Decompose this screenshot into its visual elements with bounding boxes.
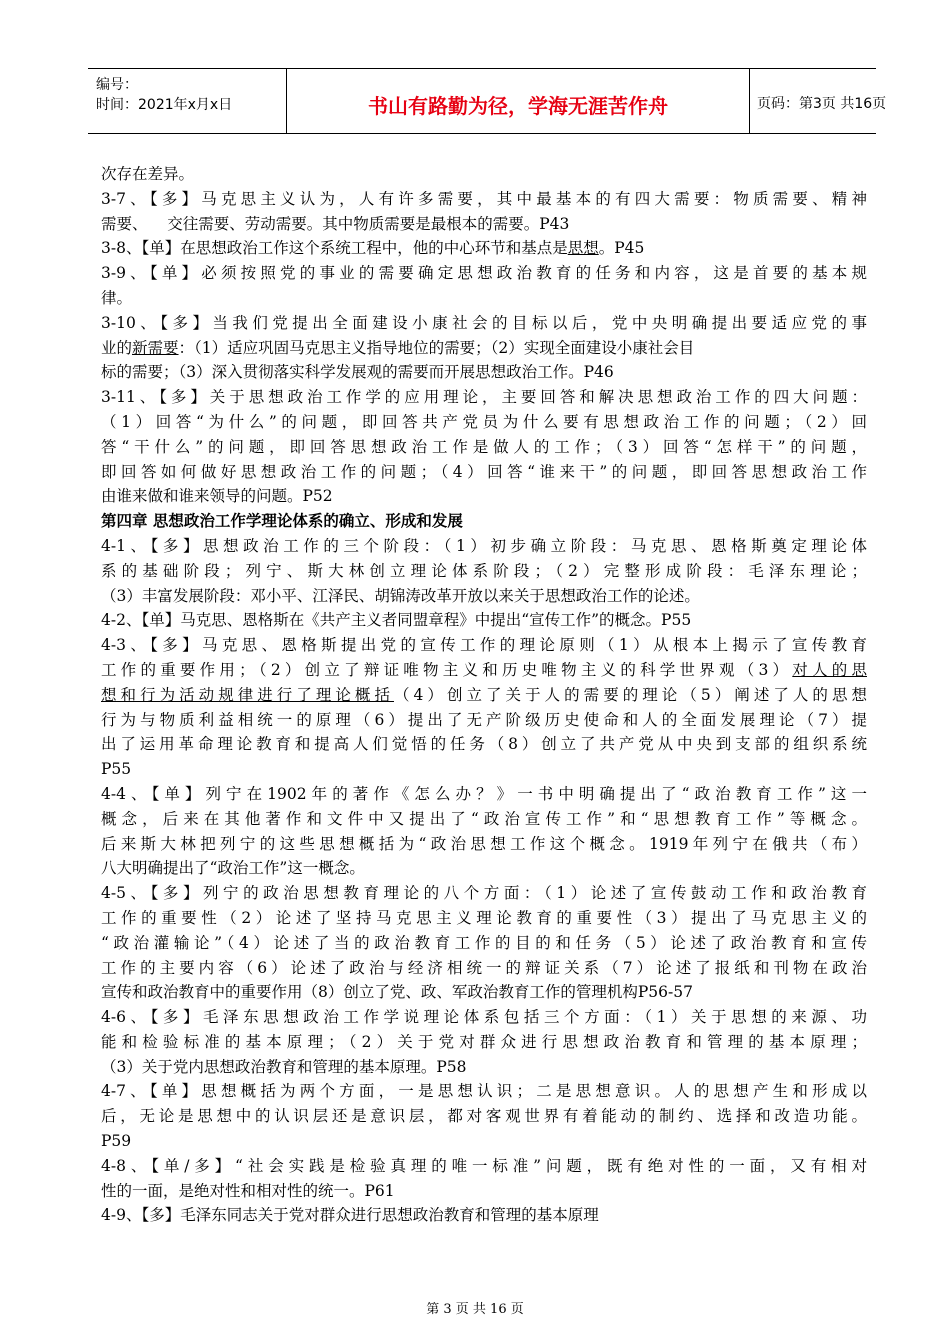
header-meta	[88, 69, 286, 133]
text-line: 行为与物质利益相统一的原理（6）提出了无产阶级历史使命和人的全面发展理论（7）提	[101, 710, 867, 729]
text-line: 4-6、【多】毛泽东思想政治工作学说理论体系包括三个方面：（1）关于思想的来源、功	[101, 1008, 867, 1027]
text-line: 3-9、【单】必须按照党的事业的需要确定思想政治教育的任务和内容，这是首要的基本规	[101, 264, 867, 283]
text-line: （1）回答“为什么”的问题，即回答共产党员为什么要有思想政治工作的问题；（2）回	[101, 412, 867, 431]
text-line: 工作的重要性（2）论述了坚持马克思主义理论教育的重要性（3）提出了马克思主义的	[101, 908, 867, 927]
text-line: 律。	[101, 288, 133, 307]
text-line: 3-7、【多】马克思主义认为，人有许多需要，其中最基本的有四大需要：物质需要、精神	[101, 189, 867, 208]
text-line: 4-8、【单/多】“社会实践是检验真理的唯一标准”问题，既有绝对性的一面，又有相对	[101, 1156, 867, 1175]
text-line: 即回答如何做好思想政治工作的问题；（4）回答“谁来干”的问题，即回答思想政治工作	[101, 462, 867, 481]
text-line: 标的需要；（3）深入贯彻落实科学发展观的需要而开展思想政治工作。P46	[101, 363, 614, 382]
text-line: 后，无论是思想中的认识层还是意识层，都对客观世界有着能动的制约、选择和改造功能。	[101, 1107, 867, 1126]
text-line: 4-7、【单】思想概括为两个方面，一是思想认识；二是思想意识。人的思想产生和形成以	[101, 1082, 867, 1101]
text-line: 系的基础阶段；列宁、斯大林创立理论体系阶段；（2）完整形成阶段：毛泽东理论；	[101, 561, 867, 580]
header-motto: 书山有路勤为径，学海无涯苦作舟	[368, 94, 668, 118]
text-line: 次存在差异。	[101, 165, 195, 183]
page-footer: 第 3 页 共 16 页	[426, 1302, 524, 1317]
text-line: 4-3、【多】马克思、恩格斯提出党的宣传工作的理论原则（1）从根本上揭示了宣传教育	[101, 636, 867, 655]
text-line: 想和行为活动规律进行了理论概括（4）创立了关于人的需要的理论（5）阐述了人的思想	[101, 685, 867, 704]
text-line: 答“干什么”的问题，即回答思想政治工作是做人的工作；（3）回答“怎样干”的问题，	[101, 437, 867, 456]
text-line: “政治灌输论”（4）论述了当的政治教育工作的目的和任务（5）论述了政治教育和宣传	[101, 933, 867, 952]
underlined-text: 对人的思	[792, 660, 867, 679]
chapter-heading: 第四章 思想政治工作学理论体系的确立、形成和发展	[101, 512, 463, 531]
text-line: 需要、 交往需要、劳动需要。其中物质需要是最根本的需要。P43	[101, 214, 570, 233]
text-line: 能和检验标准的基本原理；（2）关于党对群众进行思想政治教育和管理的基本原理；	[101, 1032, 867, 1051]
text-line: 4-5、【多】列宁的政治思想教育理论的八个方面：（1）论述了宣传鼓动工作和政治教育	[101, 884, 867, 903]
text-line: 概念，后来在其他著作和文件中又提出了“政治宣传工作”和“思想教育工作”等概念。	[101, 809, 867, 828]
page-header	[88, 68, 887, 134]
text-line: 3-10、【多】当我们党提出全面建设小康社会的目标以后，党中央明确提出要适应党的事	[101, 313, 867, 332]
text-line: 工作的主要内容（6）论述了政治与经济相统一的辩证关系（7）论述了报纸和刊物在政治	[101, 958, 867, 977]
text-line: （3）关于党内思想政治教育和管理的基本原理。P58	[101, 1057, 467, 1076]
document-body	[101, 162, 867, 1228]
underlined-text: 想和行为活动规律进行了理论概括	[101, 685, 394, 704]
text-line: 4-4、【单】列宁在1902年的著作《怎么办？》一书中明确提出了“政治教育工作”这一	[101, 784, 867, 803]
text-line: 4-1、【多】思想政治工作的三个阶段：（1）初步确立阶段：马克思、恩格斯奠定理论体	[101, 536, 867, 555]
text-line: 4-2、【单】马克思、恩格斯在《共产主义者同盟章程》中提出“宣传工作”的概念。P55	[101, 611, 692, 630]
document-time-label: 时间：2021年x月x日	[96, 97, 233, 113]
underlined-text: 新需要	[132, 338, 179, 357]
text-line: 4-9、【多】毛泽东同志关于党对群众进行思想政治教育和管理的基本原理	[101, 1206, 599, 1225]
text-line: 由谁来做和谁来领导的问题。P52	[101, 487, 333, 506]
header-page-cell	[749, 69, 887, 133]
text-line: 性的一面，是绝对性和相对性的统一。P61	[101, 1181, 395, 1200]
document-number-label: 编号：	[96, 77, 138, 93]
text-line: 业的新需要：（1）适应巩固马克思主义指导地位的需要；（2）实现全面建设小康社会目	[101, 338, 695, 357]
text-line: 八大明确提出了“政治工作”这一概念。	[101, 859, 365, 878]
text-line: 工作的重要作用；（2）创立了辩证唯物主义和历史唯物主义的科学世界观（3）对人的思	[101, 660, 867, 679]
text-line: P55	[101, 760, 132, 779]
underlined-text: 思想	[567, 239, 599, 258]
text-line: 出了运用革命理论教育和提高人们觉悟的任务（8）创立了共产党从中央到支部的组织系统	[101, 735, 867, 754]
header-page-number: 页码：第3页 共16页	[757, 96, 887, 112]
text-line: （3）丰富发展阶段：邓小平、江泽民、胡锦涛改革开放以来关于思想政治工作的论述。	[101, 586, 700, 605]
text-line: 后来斯大林把列宁的这些思想概括为“政治思想工作这个概念。1919年列宁在俄共（布）	[101, 834, 867, 853]
text-line: 3-8、【单】在思想政治工作这个系统工程中，他的中心环节和基点是思想。P45	[101, 239, 645, 258]
text-line: 宣传和政治教育中的重要作用（8）创立了党、政、军政治教育工作的管理机构P56-57	[101, 983, 693, 1002]
text-line: P59	[101, 1132, 132, 1151]
text-line: 3-11、【多】关于思想政治工作学的应用理论，主要回答和解决思想政治工作的四大问题：	[101, 388, 867, 407]
header-motto-cell	[286, 69, 750, 133]
